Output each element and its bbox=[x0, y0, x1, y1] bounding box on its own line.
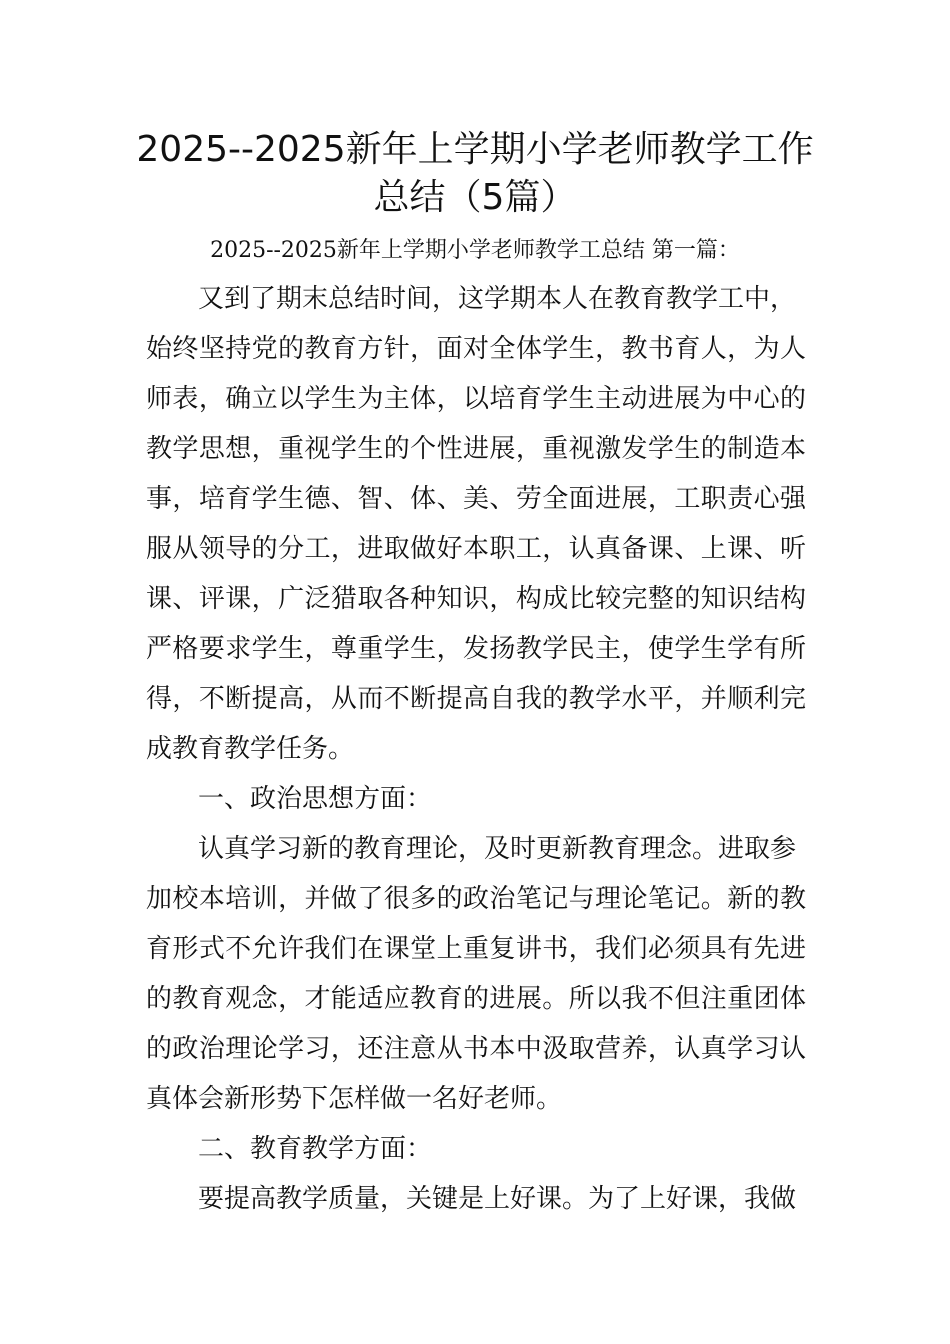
body-line: 成教育教学任务。 bbox=[146, 734, 355, 764]
body-line: 严格要求学生，尊重学生，发扬教学民主，使学生学有所 bbox=[146, 634, 806, 664]
body-line: 又到了期末总结时间，这学期本人在教育教学工中， bbox=[198, 284, 797, 314]
body-line: 得，不断提高，从而不断提高自我的教学水平，并顺利完 bbox=[146, 684, 806, 714]
body-line: 的教育观念，才能适应教育的进展。所以我不但注重团体 bbox=[146, 984, 806, 1014]
document-title-line-2: 总结（5篇） bbox=[373, 177, 577, 218]
body-line: 要提高教学质量，关键是上好课。为了上好课，我做 bbox=[198, 1184, 797, 1214]
body-line: 始终坚持党的教育方针，面对全体学生，教书育人，为人 bbox=[146, 334, 806, 364]
body-line: 教学思想，重视学生的个性进展，重视激发学生的制造本 bbox=[146, 434, 806, 464]
section-subtitle: 2025--2025新年上学期小学老师教学工总结 第一篇： bbox=[210, 238, 740, 263]
body-line: 事，培育学生德、智、体、美、劳全面进展，工职责心强 bbox=[146, 484, 806, 514]
body-line: 的政治理论学习，还注意从书本中汲取营养，认真学习认 bbox=[146, 1034, 806, 1064]
body-line: 育形式不允许我们在课堂上重复讲书，我们必须具有先进 bbox=[146, 934, 806, 964]
document-title-line-1: 2025--2025新年上学期小学老师教学工作 bbox=[136, 129, 814, 170]
section-heading-politics: 一、政治思想方面： bbox=[198, 784, 433, 814]
body-line: 认真学习新的教育理论，及时更新教育理念。进取参 bbox=[198, 834, 797, 864]
body-line: 服从领导的分工，进取做好本职工，认真备课、上课、听 bbox=[146, 534, 806, 564]
body-line: 课、评课，广泛猎取各种知识，构成比较完整的知识结构 bbox=[146, 584, 806, 614]
body-line: 加校本培训，并做了很多的政治笔记与理论笔记。新的教 bbox=[146, 884, 806, 914]
section-heading-teaching: 二、教育教学方面： bbox=[198, 1134, 433, 1164]
body-line: 真体会新形势下怎样做一名好老师。 bbox=[146, 1084, 563, 1114]
body-line: 师表，确立以学生为主体，以培育学生主动进展为中心的 bbox=[146, 384, 806, 414]
